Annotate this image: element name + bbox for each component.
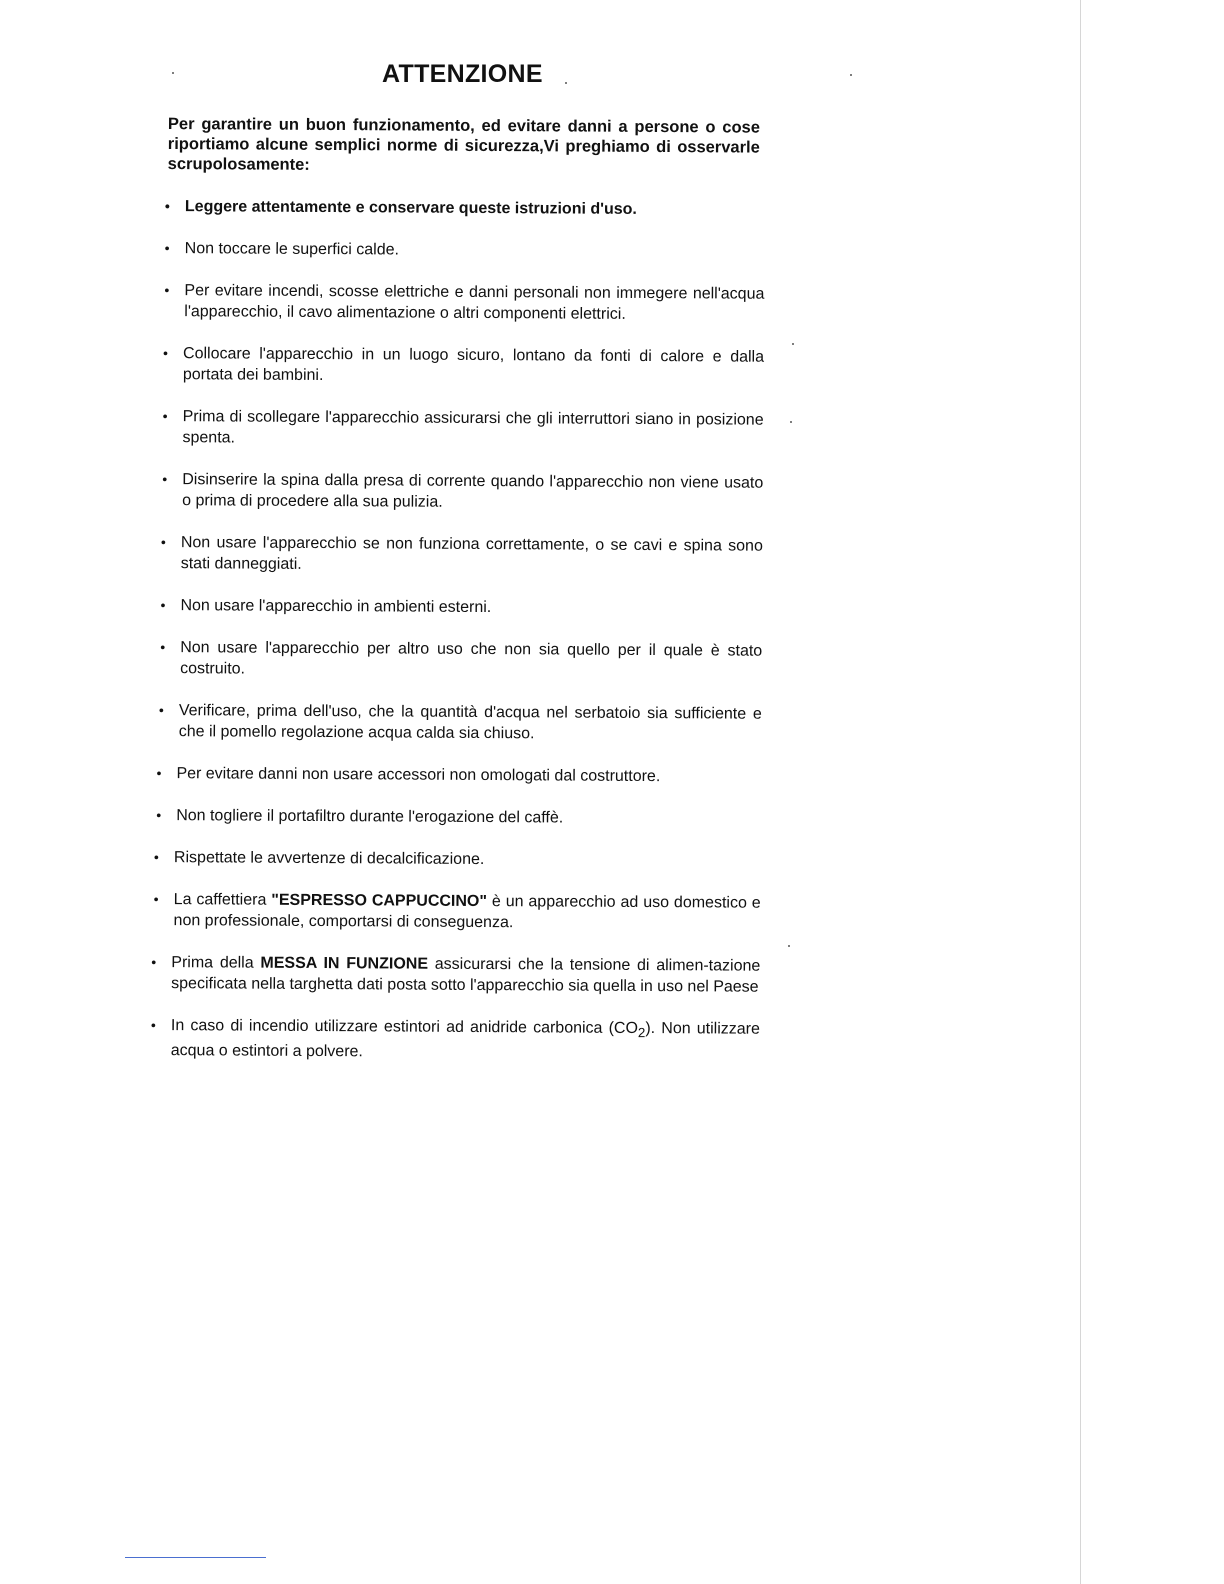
scan-speck [565,82,567,84]
list-item [144,847,761,872]
bullet-icon: • [160,534,166,551]
rule-text: Disinserire la spina dalla presa di corrente quando l'apparecchio non viene usato o prima di procedere alla sua pulizia. [182,471,764,511]
bullet-icon: • [156,765,162,782]
scan-speck [850,74,852,76]
page-edge-line [1080,0,1081,1584]
messa-in-funzione: MESSA IN FUNZIONE [260,954,429,973]
bullet-icon: • [164,240,170,257]
rule-text: Non togliere il portafiltro durante l'erogazione del caffè. [176,807,564,827]
list-item [155,238,765,263]
list-item [146,805,761,830]
rule-text: Non usare l'apparecchio se non funziona correttamente, o se cavi e spina sono stati danneggiati. [180,534,763,573]
bullet-icon: • [162,345,168,362]
rule-text: Non usare l'apparecchio per altro uso che non sia quello per il quale è stato costruito. [180,639,763,678]
rule-text-post: assicurarsi che la tensione di alimen-tazione specificata nella targhetta dati posta sotto l'apparecchio sia quella in uso nel Paese [171,955,761,996]
bullet-icon: • [164,198,170,215]
list-item [151,532,763,578]
list-item [152,406,763,452]
bullet-icon: • [156,807,162,824]
rule-text: Prima di scollegare l'apparecchio assicurarsi che gli interruttori siano in posizione spenta. [182,408,764,447]
bullet-icon: • [160,597,166,614]
bullet-icon: • [158,702,164,719]
rule-text: Verificare, prima dell'uso, che la quantità d'acqua nel serbatoio sia sufficiente e che il pomello regolazione acqua calda sia chiuso. [178,702,762,743]
rule-text: Per evitare danni non usare accessori non omologati dal costruttore. [176,765,661,786]
rule-text: Non usare l'apparecchio in ambienti esterni. [180,597,492,617]
page-title: ATTENZIONE [382,60,543,88]
list-item [152,469,763,515]
rule-text-pre: In caso di incendio utilizzare estintori ad anidride carbonica (CO [170,1017,639,1037]
scan-speck [792,343,794,345]
bullet-icon: • [151,953,157,971]
list-item [150,595,762,620]
subscript-2: 2 [637,1025,646,1041]
scan-speck [790,421,792,423]
safety-rules-list [150,196,765,1086]
rule-text-pre: Prima della [171,954,261,972]
rule-text-post: è un apparecchio ad uso domestico e non professionale, comportarsi di conseguenza. [173,893,761,932]
rule-text: Collocare l'apparecchio in un luogo sicuro, lontano da fonti di calore e dalla portata dei bambini. [182,345,765,385]
bullet-icon: • [162,408,168,425]
rule-text-pre: La caffettiera [173,891,272,909]
list-item [141,952,760,998]
bullet-icon: • [150,1016,156,1034]
bullet-icon: • [160,639,166,656]
intro-paragraph: Per garantire un buon funzionamento, ed evitare danni a persone o cose riportiamo alcune semplici norme di sicurezza,Vi preghiamo di osservarle scrupolosamente: [167,114,760,174]
list-item [155,196,765,221]
bullet-icon: • [153,891,159,908]
rule-text-post: ). Non utilizzare acqua o estintori a polvere. [170,1020,760,1061]
scan-speck [172,72,174,74]
rule-text: Non toccare le superfici calde. [184,240,400,259]
list-item [141,1015,760,1065]
list-item [154,280,764,326]
list-item [144,889,761,935]
rule-text: Leggere attentamente e conservare queste istruzioni d'uso. [184,198,637,218]
bullet-icon: • [153,849,159,866]
list-item [149,700,762,746]
bullet-icon: • [162,471,168,488]
product-name: "ESPRESSO CAPPUCCINO" [271,891,488,911]
footnote-rule [125,1557,266,1558]
rule-text: Rispettate le avvertenze di decalcificazione. [173,849,485,869]
rule-text: Per evitare incendi, scosse elettriche e danni personali non immegere nell'acqua l'apparecchio, il cavo alimentazione o altri componenti elettrici. [184,282,765,323]
list-item [153,343,764,389]
list-item [146,763,761,788]
bullet-icon: • [164,282,170,299]
list-item [150,637,762,683]
scan-speck [788,945,790,947]
